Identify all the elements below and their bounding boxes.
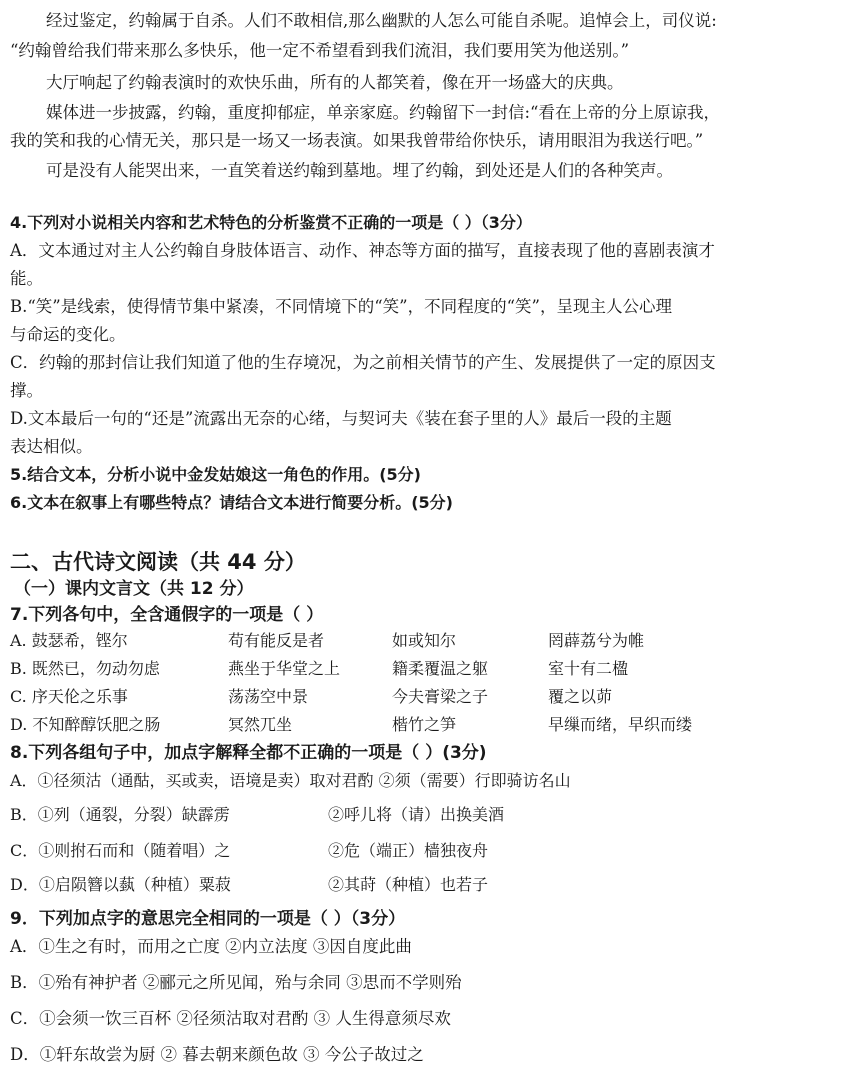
q8-c-2: ②危（端正）樯独夜舟 <box>328 841 489 860</box>
q8-c-1: C．①则拊石而和（随着唱）之 <box>10 841 231 860</box>
q9-option-d: D．①轩东故尝为厨 ② 暮去朝来颜色故 ③ 今公子故过之 <box>10 1045 424 1064</box>
q8-d-2: ②其莳（种植）也若子 <box>328 875 489 894</box>
q4-option-c-cont: 撑。 <box>10 381 43 400</box>
q7-a-2: 苟有能反是者 <box>228 631 325 650</box>
q7-a-4: 罔薜荔兮为帷 <box>548 631 645 650</box>
q8-option-a <box>10 770 850 792</box>
q4-option-c: C．约翰的那封信让我们知道了他的生存境况，为之前相关情节的产生、发展提供了一定的原因支 <box>10 353 716 372</box>
section-title: 二、古代诗文阅读（共 44 分） <box>10 550 306 574</box>
q7-a-1: A. 鼓瑟希，铿尔 <box>10 631 128 650</box>
q4-option-a-cont: 能。 <box>10 269 43 288</box>
q4-option-b: B.“笑”是线索，使得情节集中紧凑，不同情境下的“笑”，不同程度的“笑”，呈现主人公心理 <box>10 297 672 316</box>
q7-d-2: 冥然兀坐 <box>228 715 293 734</box>
q7-option-c <box>10 686 850 708</box>
q8-b-2: ②呼儿将（请）出换美酒 <box>328 805 505 824</box>
q7-c-1: C. 序天伦之乐事 <box>10 687 128 706</box>
q7-option-a <box>10 630 850 652</box>
q8-option-c <box>10 840 850 862</box>
q7-d-4: 早缫而绪，早织而缕 <box>548 715 693 734</box>
q8-option-d <box>10 874 850 896</box>
passage-line: 媒体进一步披露，约翰，重度抑郁症，单亲家庭。约翰留下一封信:“看在上帝的分上原谅我， <box>46 103 720 122</box>
passage-line: 可是没有人能哭出来，一直笑着送约翰到墓地。埋了约翰，到处还是人们的各种笑声。 <box>46 161 673 180</box>
question-9-stem: 9．下列加点字的意思完全相同的一项是（ ）（3分） <box>10 909 406 929</box>
q4-option-d: D.文本最后一句的“还是”流露出无奈的心绪，与契诃夫《装在套子里的人》最后一段的主题 <box>10 409 672 428</box>
question-8-stem: 8.下列各组句子中，加点字解释全都不正确的一项是（ ）(3分) <box>10 743 487 763</box>
q8-option-b <box>10 804 850 826</box>
q7-c-4: 覆之以茆 <box>548 687 613 706</box>
passage-line: 经过鉴定，约翰属于自杀。人们不敢相信,那么幽默的人怎么可能自杀呢。追悼会上，司仪说: <box>46 11 717 30</box>
q7-a-3: 如或知尔 <box>392 631 457 650</box>
section-subtitle: （一）课内文言文（共 12 分） <box>14 579 254 599</box>
q8-a-1: A．①径须沽（通酤，买或卖，语境是卖）取对君酌 ②须（需要）行即骑访名山 <box>10 771 571 790</box>
passage-line: “约翰曾给我们带来那么多快乐，他一定不希望看到我们流泪，我们要用笑为他送别。” <box>10 41 630 60</box>
q7-b-3: 籍柔覆温之躯 <box>392 659 489 678</box>
q7-option-b <box>10 658 850 680</box>
q9-option-a: A．①生之有时，而用之亡度 ②内立法度 ③因自度此曲 <box>10 937 412 956</box>
q4-option-d-cont: 表达相似。 <box>10 437 93 456</box>
q7-option-d <box>10 714 850 736</box>
question-4-stem: 4.下列对小说相关内容和艺术特色的分析鉴赏不正确的一项是（ ）（3分） <box>10 213 532 232</box>
q7-b-4: 室十有二楹 <box>548 659 629 678</box>
passage-line: 大厅响起了约翰表演时的欢快乐曲，所有的人都笑着，像在开一场盛大的庆典。 <box>46 73 624 92</box>
q7-c-2: 荡荡空中景 <box>228 687 309 706</box>
question-7-stem: 7.下列各句中，全含通假字的一项是（ ） <box>10 605 324 625</box>
q7-b-1: B. 既然已，勿动勿虑 <box>10 659 160 678</box>
question-5: 5.结合文本，分析小说中金发姑娘这一角色的作用。(5分) <box>10 465 421 484</box>
q7-c-3: 今夫膏梁之子 <box>392 687 489 706</box>
q9-option-c: C．①会须一饮三百杯 ②径须沽取对君酌 ③ 人生得意须尽欢 <box>10 1009 451 1028</box>
q7-d-1: D. 不知醉醇饫肥之肠 <box>10 715 161 734</box>
question-6: 6.文本在叙事上有哪些特点？请结合文本进行简要分析。(5分) <box>10 493 453 512</box>
q8-d-1: D．①启陨簪以蓺（种植）粟菽 <box>10 875 231 894</box>
q8-b-1: B．①列（通裂，分裂）缺霹雳 <box>10 805 230 824</box>
q4-option-b-cont: 与命运的变化。 <box>10 325 126 344</box>
passage-line: 我的笑和我的心情无关，那只是一场又一场表演。如果我曾带给你快乐，请用眼泪为我送行吧。” <box>10 131 704 150</box>
q7-b-2: 燕坐于华堂之上 <box>228 659 341 678</box>
q9-option-b: B．①殆有神护者 ②郦元之所见闻，殆与余同 ③思而不学则殆 <box>10 973 462 992</box>
q4-option-a: A．文本通过对主人公约翰自身肢体语言、动作、神态等方面的描写，直接表现了他的喜剧表演才 <box>10 241 715 260</box>
q7-d-3: 楷竹之笋 <box>392 715 457 734</box>
